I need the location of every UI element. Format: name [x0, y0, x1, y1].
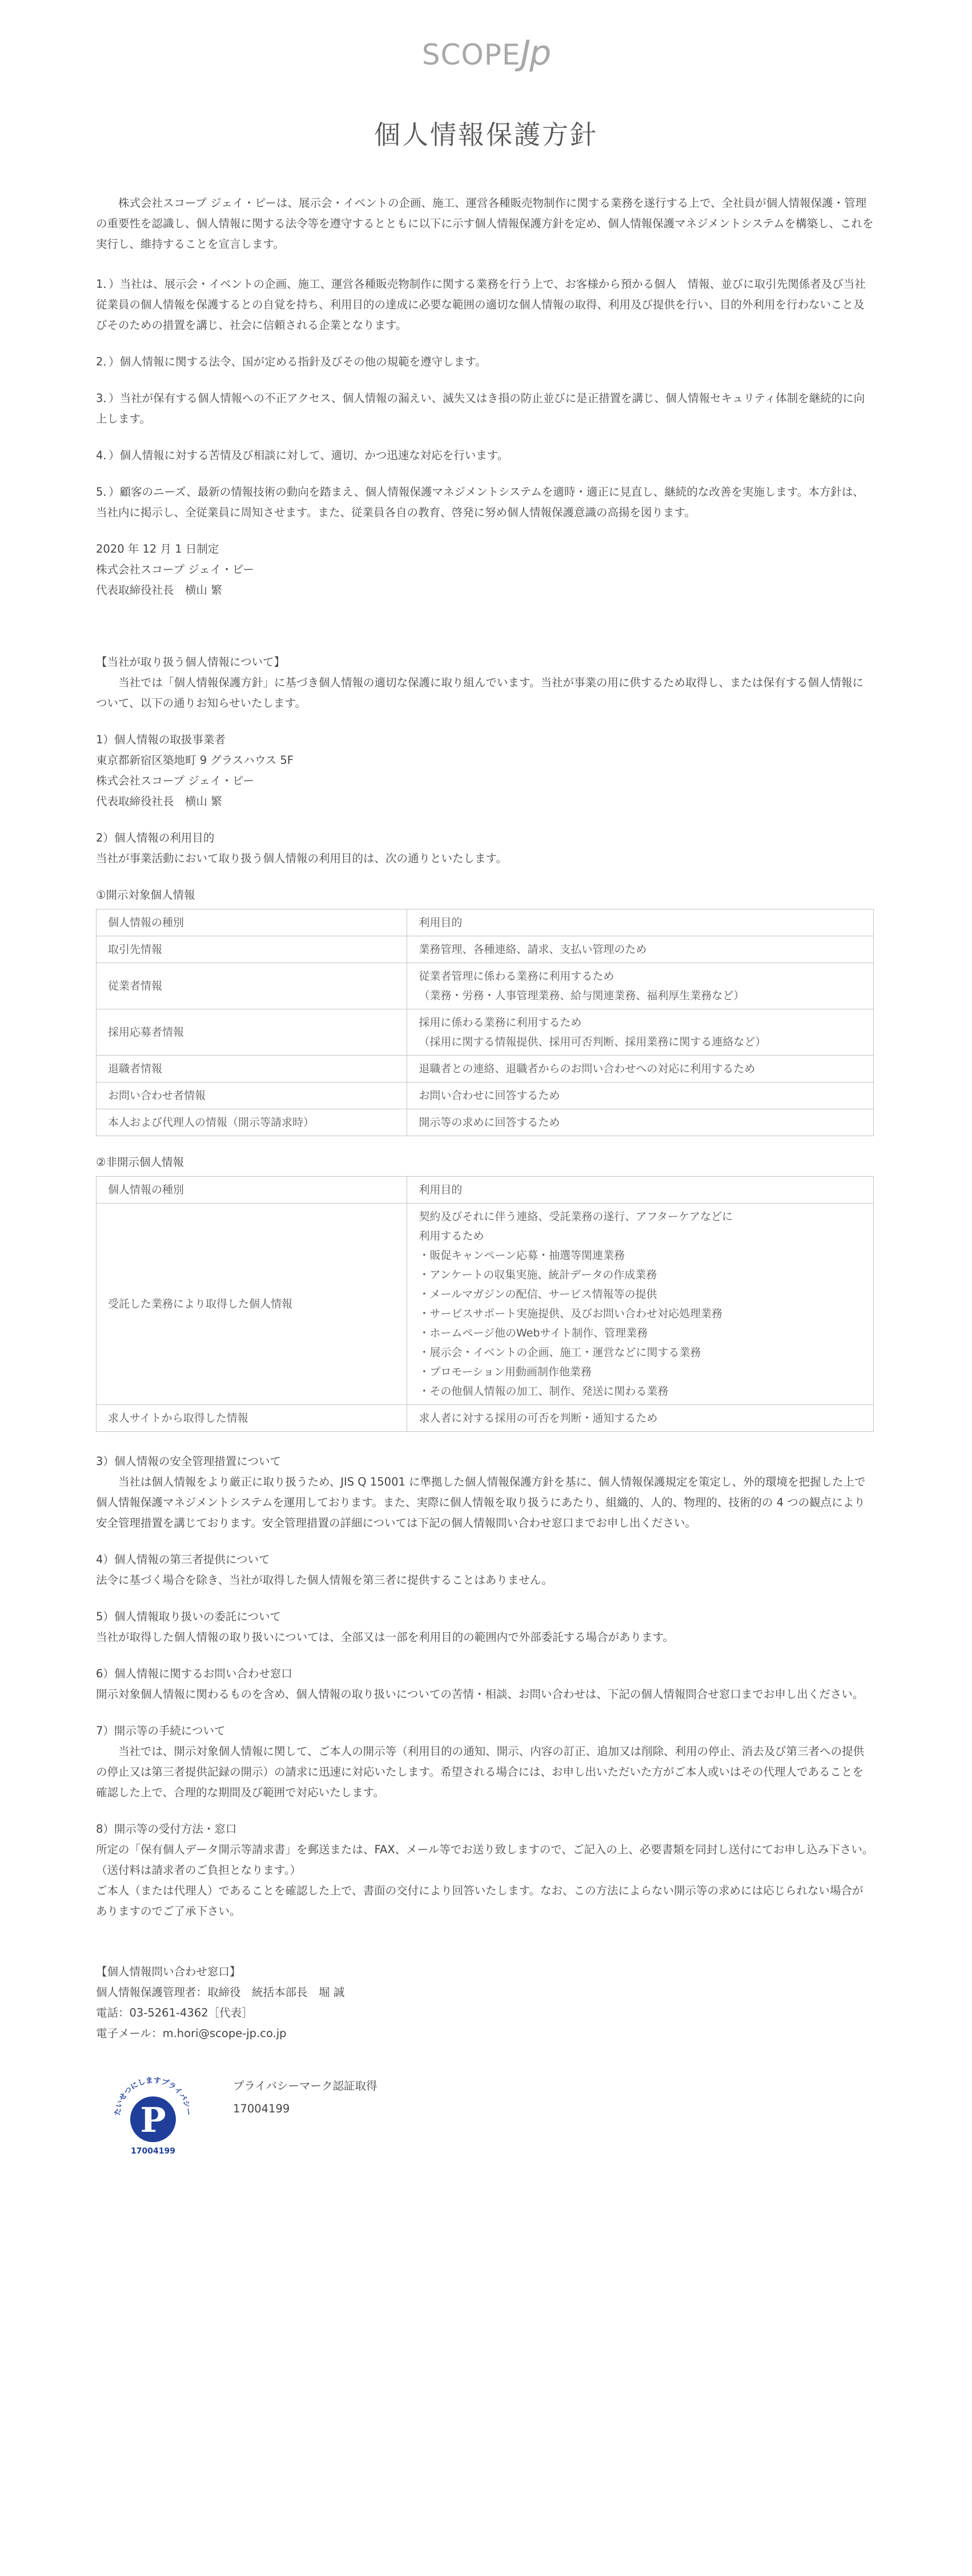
info-type-cell: 退職者情報 [97, 1056, 407, 1082]
privacy-mark-label: プライバシーマーク認証取得 [233, 2079, 377, 2092]
purpose-cell [407, 1109, 874, 1136]
section-2-text: 当社が事業活動において取り扱う個人情報の利用目的は、次の通りといたします。 [96, 852, 507, 865]
purpose-line: （業務・労務・人事管理業務、給与関連業務、福利厚生業務など） [419, 989, 745, 1002]
table-header-purpose: 利用目的 [407, 1177, 874, 1204]
purpose-cell [407, 1056, 874, 1082]
purpose-line: ・ホームページ他のWebサイト制作、管理業務 [419, 1327, 648, 1339]
table-header-type: 個人情報の種別 [97, 909, 407, 936]
company-logo [0, 33, 972, 75]
section-8-text-1: 所定の「保有個人データ開示等請求書」を郵送または、FAX、メール等でお送り致しますので、ご記入の上、必要書類を同封し送付にてお申し込み下さい。（送付料は請求者のご負担となります。） [96, 1843, 874, 1877]
signature-company: 株式会社スコープ ジェイ・ピー [96, 563, 255, 576]
section-5-text: 当社が取得した個人情報の取り扱いについては、全部又は一部を利用目的の範囲内で外部委託する場合があります。 [96, 1631, 674, 1644]
table-row [97, 1082, 874, 1109]
table-header-row [97, 1177, 874, 1204]
purpose-line: 開示等の求めに回答するため [419, 1116, 560, 1129]
purpose-line: お問い合わせに回答するため [419, 1089, 560, 1102]
contact-phone: 電話：03-5261-4362［代表］ [96, 2006, 253, 2019]
section-8-title: 8）開示等の受付方法・窓口 [96, 1822, 237, 1836]
section-7-title: 7）開示等の手続について [96, 1724, 226, 1737]
section-4-text: 法令に基づく場合を除き、当社が取得した個人情報を第三者に提供することはありません。 [96, 1573, 553, 1587]
info-type-cell: 本人および代理人の情報（開示等請求時） [97, 1109, 407, 1136]
policy-item-4: 4．）個人情報に対する苦情及び相談に対して、適切、かつ迅速な対応を行います。 [96, 449, 509, 462]
privacy-mark-info [233, 2075, 377, 2120]
table-row [97, 1405, 874, 1432]
purpose-cell [407, 1009, 874, 1056]
purpose-line: 退職者との連絡、退職者からのお問い合わせへの対応に利用するため [419, 1062, 756, 1075]
non-disclosure-info-table [96, 1176, 874, 1432]
contact-heading: 【個人情報問い合わせ窓口】 [96, 1965, 241, 1978]
page-title: 個人情報保護方針 [374, 119, 598, 150]
purpose-line: 求人者に対する採用の可否を判断・通知するため [419, 1412, 658, 1424]
section-7-text: 当社では、開示対象個人情報に関して、ご本人の開示等（利用目的の通知、開示、内容の訂正、追加又は削除、利用の停止、消去及び第三者への提供の停止又は第三者提供記録の開示）の請求に迅速に対応いたします。希望される場合には、お申し出いただいた方がご本人或いはその代理人であることを確認した上で、合理的な期間及び範囲で対応いたします。 [96, 1745, 865, 1799]
purpose-line: 業務管理、各種連絡、請求、支払い管理のため [419, 943, 647, 956]
table-header-type: 個人情報の種別 [97, 1177, 407, 1204]
section-6-text: 開示対象個人情報に関わるものを含め、個人情報の取り扱いについての苦情・相談、お問い合わせは、下記の個人情報問合せ窓口までお申し出ください。 [96, 1688, 864, 1701]
section-1-title: 1）個人情報の取扱事業者 [96, 733, 226, 746]
purpose-line: ・メールマガジンの配信、サービス情報等の提供 [419, 1288, 657, 1301]
disclosure-info-table [96, 909, 874, 1136]
section-6-title: 6）個人情報に関するお問い合わせ窓口 [96, 1667, 292, 1680]
info-type-cell: 従業者情報 [97, 963, 407, 1009]
purpose-line: 従業者管理に係わる業務に利用するため [419, 970, 614, 983]
section-5-title: 5）個人情報取り扱いの委託について [96, 1610, 282, 1623]
policy-item-2: 2．）個人情報に関する法令、国が定める指針及びその他の規範を遵守します。 [96, 355, 487, 368]
handling-heading: 【当社が取り扱う個人情報について】 [96, 655, 286, 669]
purpose-line: 採用に係わる業務に利用するため [419, 1016, 582, 1029]
purpose-line: 利用するため [419, 1230, 484, 1242]
section-4-title: 4）個人情報の第三者提供について [96, 1553, 270, 1566]
privacy-mark-number: 17004199 [131, 2147, 175, 2156]
business-company: 株式会社スコープ ジェイ・ピー [96, 774, 255, 787]
table-row [97, 963, 874, 1009]
info-type-cell: 受託した業務により取得した個人情報 [97, 1204, 407, 1405]
privacy-mark-cert-number: 17004199 [233, 2102, 290, 2115]
policy-intro: 株式会社スコープ ジェイ・ピーは、展示会・イベントの企画、施工、運営各種販売物制作に関する業務を遂行する上で、全社員が個人情報保護・管理の重要性を認識し、個人情報に関する法令等を遵守するとともに以下に示す個人情報保護方針を定め、個人情報保護マネジメントシステムを構築し、これを実行し、維持することを宣言します。 [96, 196, 874, 251]
section-3-text: 当社は個人情報をより厳正に取り扱うため、JIS Q 15001 に準拠した個人情報保護方針を基に、個人情報保護規定を策定し、外的環境を把握した上で個人情報保護マネジメントシステムを運用しております。また、実際に個人情報を取り扱うにあたり、組織的、人的、物理的、技術的の 4 つの観点により安全管理措置を講じております。安全管理措置の詳細については下記の個人情報問い合わせ窓口までお申し出ください。 [96, 1475, 866, 1530]
table-row [97, 1204, 874, 1405]
signature-name: 代表取締役社長 横山 繁 [96, 583, 222, 597]
table-1-title: ①開示対象個人情報 [96, 888, 195, 901]
table-header-purpose: 利用目的 [407, 909, 874, 936]
purpose-line: ・アンケートの収集実施、統計データの作成業務 [419, 1269, 657, 1281]
purpose-cell [407, 1405, 874, 1432]
purpose-line: ・展示会・イベントの企画、施工・運営などに関する業務 [419, 1346, 701, 1359]
policy-content [96, 193, 874, 2164]
info-type-cell: お問い合わせ者情報 [97, 1082, 407, 1109]
purpose-cell [407, 1082, 874, 1109]
table-header-row [97, 909, 874, 936]
section-2-title: 2）個人情報の利用目的 [96, 831, 215, 844]
section-3-title: 3）個人情報の安全管理措置について [96, 1455, 282, 1468]
privacy-mark-arc-text: たいせつにしますプライバシー [113, 2076, 193, 2116]
purpose-line: ・プロモーション用動画制作他業務 [419, 1366, 592, 1378]
policy-item-5: 5．）顧客のニーズ、最新の情報技術の動向を踏まえ、個人情報保護マネジメントシステムを適時・適正に見直し、継続的な改善を実施します。本方針は、当社内に掲示し、全従業員に周知させます。また、従業員各自の教育、啓発に努め個人情報保護意識の高揚を図ります。 [96, 485, 864, 519]
policy-item-1: 1．）当社は、展示会・イベントの企画、施工、運営各種販売物制作に関する業務を行う上で、お客様から預かる個人 情報、並びに取引先関係者及び当社従業員の個人情報を保護するとの自覚を持ち、利用目的の達成に必要な範囲の適切な個人情報の取得、利用及び提供を行い、目的外利用を行わないこと及びそのための措置を講じ、社会に信頼される企業となります。 [96, 277, 866, 332]
info-type-cell: 求人サイトから取得した情報 [97, 1405, 407, 1432]
table-2-title: ②非開示個人情報 [96, 1156, 184, 1169]
purpose-cell [407, 936, 874, 963]
policy-item-3: 3．）当社が保有する個人情報への不正アクセス、個人情報の漏えい、滅失又はき損の防止並びに是正措置を講じ、個人情報セキュリティ体制を継続的に向上します。 [96, 392, 865, 425]
table-row [97, 1056, 874, 1082]
purpose-line: （採用に関する情報提供、採用可否判断、採用業務に関する連絡など） [419, 1036, 766, 1048]
logo-main: SCOPE [421, 38, 521, 71]
privacy-mark-logo [107, 2067, 199, 2158]
privacy-mark-letter: P [140, 2100, 166, 2140]
logo-accent: Jp [520, 33, 551, 73]
privacy-mark-section [96, 2067, 874, 2164]
table-row [97, 1109, 874, 1136]
purpose-line: ・その他個人情報の加工、制作、発送に関わる業務 [419, 1385, 669, 1398]
info-type-cell: 取引先情報 [97, 936, 407, 963]
business-address: 東京都新宿区築地町 9 グラスハウス 5F [96, 754, 294, 767]
contact-manager: 個人情報保護管理者：取締役 統括本部長 堀 誠 [96, 1986, 345, 1999]
section-8-text-2: ご本人（または代理人）であることを確認した上で、書面の交付により回答いたします。なお、この方法によらない開示等の求めには応じられない場合がありますのでご了承下さい。 [96, 1884, 863, 1918]
info-type-cell: 採用応募者情報 [97, 1009, 407, 1056]
table-row [97, 936, 874, 963]
table-row [97, 1009, 874, 1056]
purpose-cell [407, 963, 874, 1009]
purpose-line: ・販促キャンペーン応募・抽選等関連業務 [419, 1249, 625, 1262]
enacted-date: 2020 年 12 月 1 日制定 [96, 542, 219, 556]
purpose-cell [407, 1204, 874, 1405]
handling-intro: 当社では「個人情報保護方針」に基づき個人情報の適切な保護に取り組んでいます。当社が事業の用に供するため取得し、または保有する個人情報について、以下の通りお知らせいたします。 [96, 676, 863, 710]
purpose-line: ・サービスサポート実施提供、及びお問い合わせ対応処理業務 [419, 1307, 723, 1320]
business-representative: 代表取締役社長 横山 繁 [96, 795, 222, 808]
contact-email: 電子メール：m.hori@scope-jp.co.jp [96, 2027, 287, 2040]
purpose-line: 契約及びそれに伴う連絡、受託業務の遂行、アフターケアなどに [419, 1210, 733, 1223]
policy-signature [96, 539, 874, 601]
